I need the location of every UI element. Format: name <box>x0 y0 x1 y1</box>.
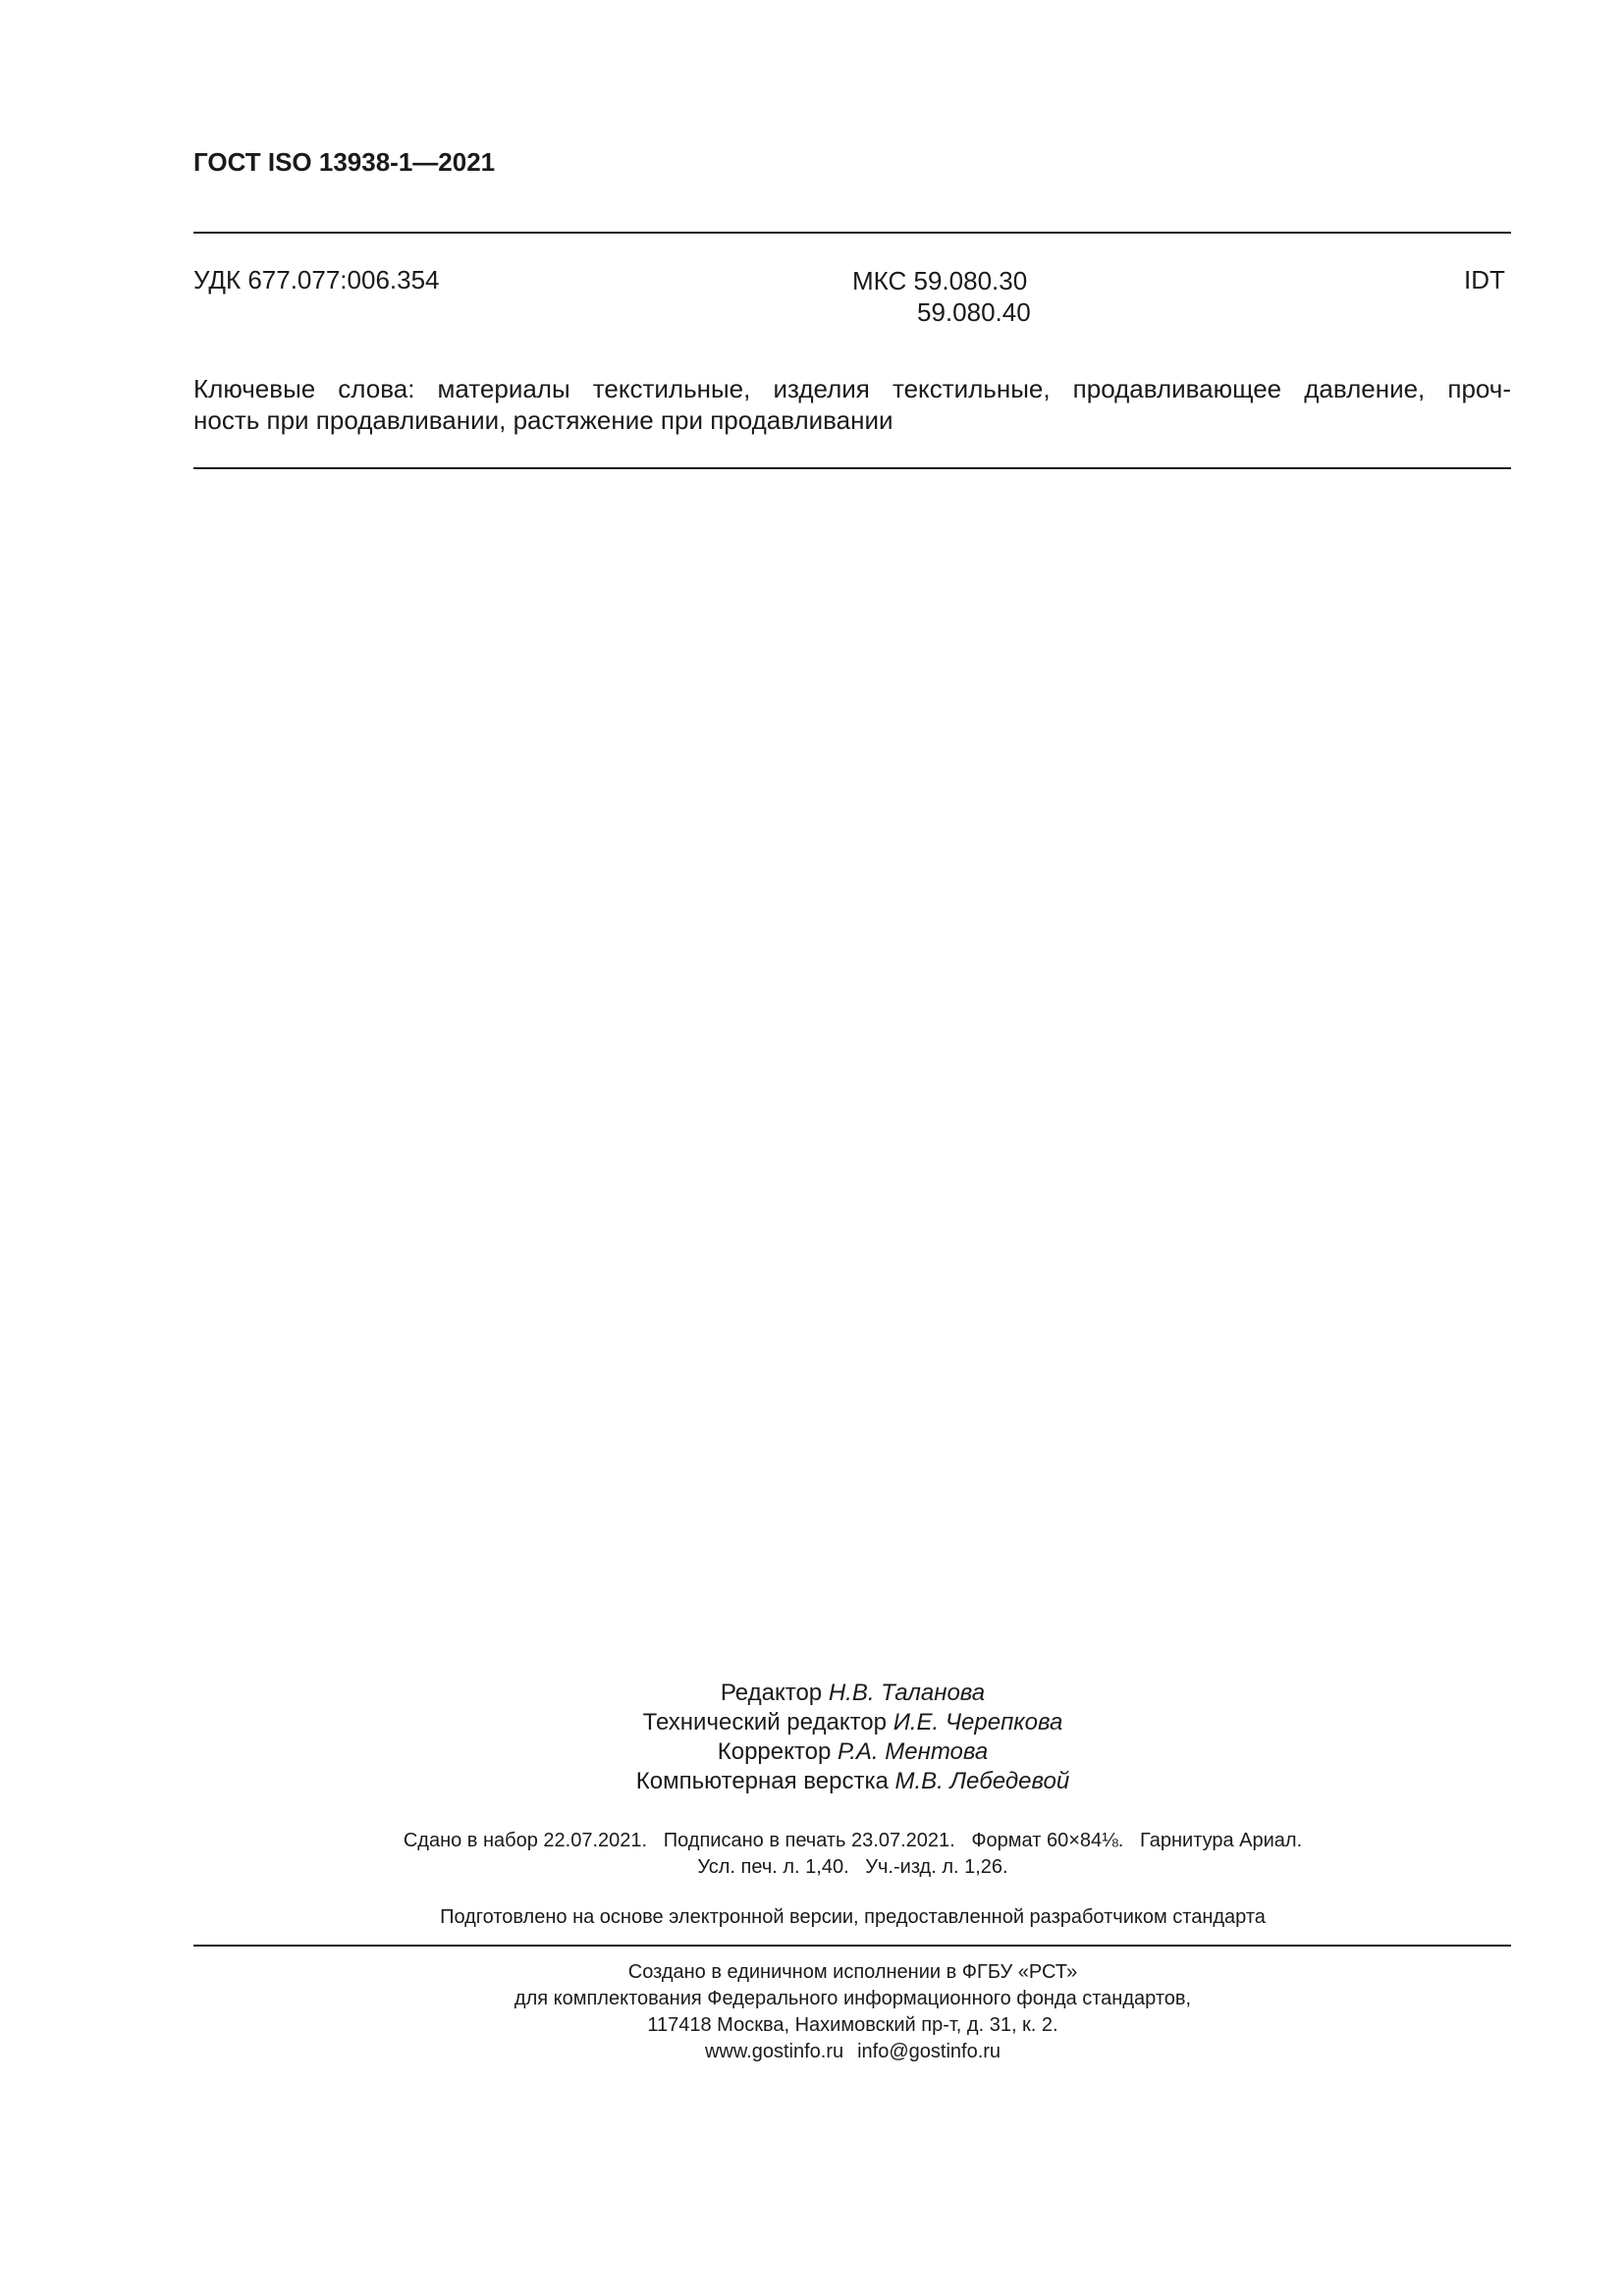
udk-code: УДК 677.077:006.354 <box>193 265 440 294</box>
tech-editor-label: Технический редактор <box>642 1709 888 1735</box>
website-link[interactable]: www.gostinfo.ru <box>704 2041 844 2062</box>
publisher-line-2: для комплектования Федерального информационного фонда стандартов, <box>514 1988 1192 2009</box>
credits-block <box>0 1679 1624 1796</box>
keywords-line-2: ность при продавливании, растяжение при продавливании <box>193 405 893 435</box>
editor-line <box>0 1679 1624 1708</box>
tech-editor-line <box>0 1708 1624 1737</box>
prepared-note: Подготовлено на основе электронной версии, предоставленной разработчиком стандарта <box>440 1906 1266 1928</box>
mks-code-2: 59.080.40 <box>917 297 1031 327</box>
mks-codes <box>852 265 1031 328</box>
email-link[interactable]: info@gostinfo.ru <box>857 2041 1001 2062</box>
keywords <box>193 373 1511 436</box>
proofreader-name: Р.А. Ментова <box>837 1738 989 1765</box>
publisher-block <box>0 1959 1624 2065</box>
keywords-divider <box>193 467 1511 469</box>
publisher-line-3: 117418 Москва, Нахимовский пр-т, д. 31, к. 2. <box>647 2014 1058 2036</box>
bottom-divider <box>193 1945 1511 1947</box>
mks-code-1: МКС 59.080.30 <box>852 266 1028 295</box>
editor-label: Редактор <box>720 1680 823 1706</box>
tech-editor-name: И.Е. Черепкова <box>893 1709 1063 1735</box>
publisher-contacts <box>0 2039 1624 2065</box>
proofreader-label: Корректор <box>717 1738 832 1765</box>
layout-name: М.В. Лебедевой <box>894 1768 1070 1794</box>
equivalence-degree: IDT <box>1464 265 1505 294</box>
print-info-line-1: Сдано в набор 22.07.2021. Подписано в печать 23.07.2021. Формат 60×84⅛. Гарнитура Ариал. <box>403 1830 1303 1851</box>
document-code: ГОСТ ISO 13938-1—2021 <box>193 147 496 177</box>
print-info-line-2: Усл. печ. л. 1,40. Уч.-изд. л. 1,26. <box>697 1856 1008 1878</box>
editor-name: Н.В. Таланова <box>828 1680 986 1706</box>
top-divider <box>193 232 1511 234</box>
publisher-line-1: Создано в единичном исполнении в ФГБУ «РСТ» <box>627 1961 1078 1983</box>
layout-label: Компьютерная верстка <box>635 1768 889 1794</box>
keywords-line-1: Ключевые слова: материалы текстильные, изделия текстильные, продавливающее давление, проч- <box>193 374 1511 403</box>
layout-line <box>0 1767 1624 1796</box>
print-info <box>0 1828 1624 1881</box>
proofreader-line <box>0 1737 1624 1767</box>
